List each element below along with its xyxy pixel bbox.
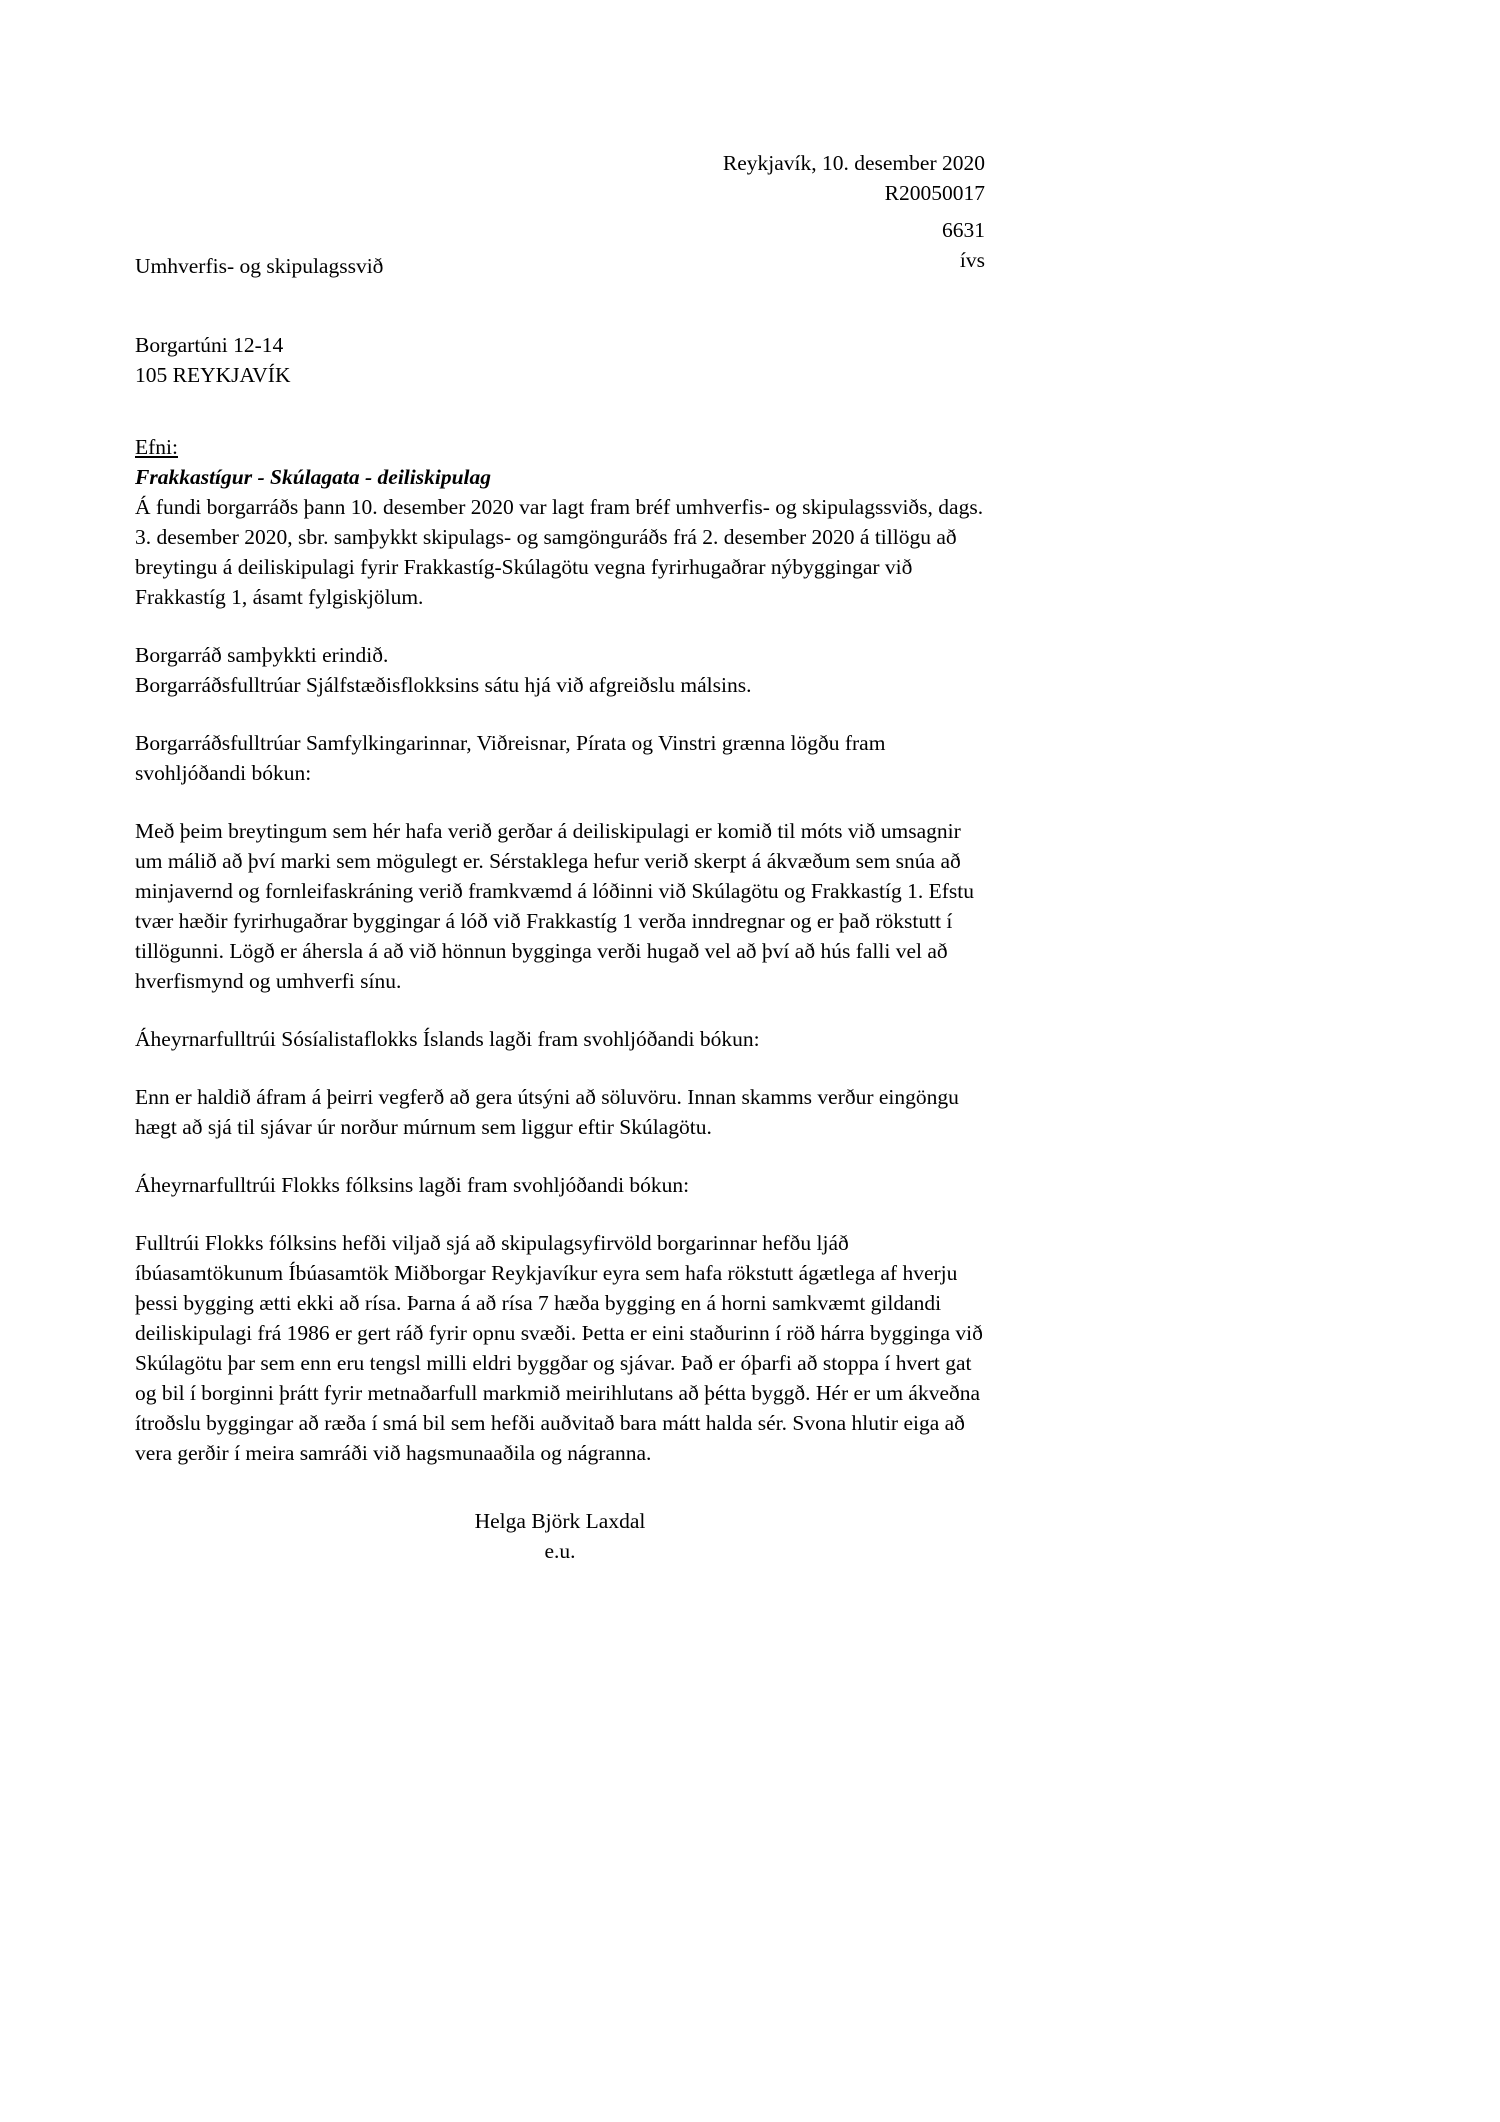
subject-title: Frakkastígur - Skúlagata - deiliskipulag	[135, 465, 492, 489]
paragraph-majority-statement: Með þeim breytingum sem hér hafa verið gerðar á deiliskipulagi er komið til móts við umsagnir um málið að því marki sem mögulegt er. Sérstaklega hefur verið skerpt á ákvæðum sem snúa að minjavernd og fornleifaskráning verið framkvæmd á lóðinni við Skúlagötu og Frakkastíg 1. Efstu tvær hæðir fyrirhugaðrar byggingar á lóð við Frakkastíg 1 verða inndregnar og er það rökstutt í tillögunni. Lögð er áhersla á að við hönnun bygginga verði hugað vel að því að hús falli vel að hverfismynd og umhverfi sínu.	[135, 819, 974, 993]
paragraph-majority-intro: Borgarráðsfulltrúar Samfylkingarinnar, Viðreisnar, Pírata og Vinstri grænna lögðu fram svohljóðandi bókun:	[135, 731, 886, 785]
letter-content	[135, 0, 985, 1566]
letter-date: Reykjavík, 10. desember 2020	[722, 151, 985, 175]
paragraph-abstention: Borgarráðsfulltrúar Sjálfstæðisflokksins sátu hjá við afgreiðslu málsins.	[135, 673, 752, 697]
subject-block	[135, 432, 985, 612]
paragraph-socialist-intro: Áheyrnarfulltrúi Sósíalistaflokks Íslands lagði fram svohljóðandi bókun:	[135, 1027, 760, 1051]
address-line-1: Borgartúni 12-14	[135, 333, 284, 357]
signature-suffix: e.u.	[544, 1539, 576, 1563]
signature-name: Helga Björk Laxdal	[474, 1509, 646, 1533]
paragraph-peoples-party-intro: Áheyrnarfulltrúi Flokks fólksins lagði fram svohljóðandi bókun:	[135, 1173, 690, 1197]
letter-reference: R20050017	[884, 181, 985, 205]
case-number: 6631	[942, 218, 985, 242]
paragraph-intro: Á fundi borgarráðs þann 10. desember 2020 var lagt fram bréf umhverfis- og skipulagssviðs, dags. 3. desember 2020, sbr. samþykkt skipulags- og samgönguráðs frá 2. desember 2020 á tillögu að breytingu á deiliskipulagi fyrir Frakkastíg-Skúlagötu vegna fyrirhugaðrar nýbyggingar við Frakkastíg 1, ásamt fylgiskjölum.	[135, 495, 984, 609]
paragraph-peoples-party-statement: Fulltrúi Flokks fólksins hefði viljað sjá að skipulagsyfirvöld borgarinnar hefðu ljáð íbúasamtökunum Íbúasamtök Miðborgar Reykjavíkur eyra sem hafa rökstutt ágætlega af hverju þessi bygging ætti ekki að rísa. Þarna á að rísa 7 hæða bygging en á horni samkvæmt gildandi deiliskipulagi frá 1986 er gert ráð fyrir opnu svæði. Þetta er eini staðurinn í röð hárra bygginga við Skúlagötu þar sem enn eru tengsl milli eldri byggðar og sjávar. Það er óþarfi að stoppa í hvert gat og bil í borginni þrátt fyrir metnaðarfull markmið meirihlutans að þétta byggð. Hér er um ákveðna ítroðslu byggingar að ræða í smá bil sem hefði auðvitað bara mátt halda sér. Svona hlutir eiga að vera gerðir í meira samráði við hagsmunaaðila og nágranna.	[135, 1231, 983, 1465]
clerk-initials: ívs	[959, 248, 985, 272]
signature-block	[135, 1506, 985, 1566]
recipient-address	[135, 330, 985, 390]
letter-header-right	[135, 148, 985, 208]
department-name: Umhverfis- og skipulagssvið	[135, 254, 384, 278]
address-line-2: 105 REYKJAVÍK	[135, 363, 291, 387]
paragraph-socialist-statement: Enn er haldið áfram á þeirri vegferð að gera útsýni að söluvöru. Innan skamms verður eingöngu hægt að sjá til sjávar úr norður múrnum sem liggur eftir Skúlagötu.	[135, 1085, 959, 1139]
subject-label: Efni:	[135, 435, 178, 459]
paragraph-decision: Borgarráð samþykkti erindið.	[135, 643, 389, 667]
